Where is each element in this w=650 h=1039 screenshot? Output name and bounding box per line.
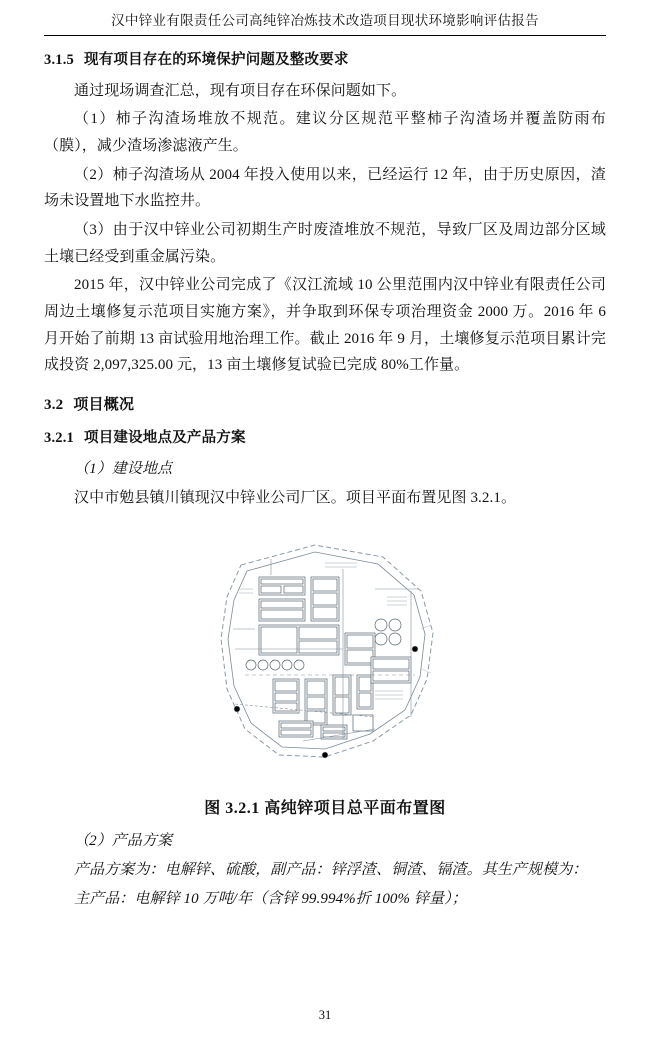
heading-3-2-number: 3.2 xyxy=(44,397,64,414)
heading-3-2-title: 项目概况 xyxy=(73,397,135,414)
paragraph-remediation: 2015 年，汉中锌业公司完成了《汉江流域 10 公里范围内汉中锌业有限责任公司周边土壤修复示范项目实施方案》，并争取到环保专项治理资金 2000 万。2016 年 6 月开始了前期 13 亩试验用地治理工作。截止 2016 年 9 月，土壤修复示范项目累计完成投资 2,097,325.00 元，13 亩土壤修复试验已完成 80%工作量。 xyxy=(44,277,606,374)
heading-3-2-1-title: 项目建设地点及产品方案 xyxy=(84,430,246,447)
heading-3-2-1 xyxy=(44,426,606,447)
heading-3-2 xyxy=(44,393,606,414)
heading-3-1-5 xyxy=(44,48,606,69)
paragraph-product-scheme: 产品方案为：电解锌、硫酸，副产品：锌浮渣、铜渣、镉渣。其生产规模为： xyxy=(74,862,588,879)
heading-3-1-5-number: 3.1.5 xyxy=(44,51,74,68)
paragraph-main-product: 主产品：电解锌 10 万吨/年（含锌 99.994%折 100% 锌量）； xyxy=(74,890,467,907)
site-layout-drawing xyxy=(175,529,475,781)
page-number: 31 xyxy=(318,1008,332,1022)
running-header: 汉中锌业有限责任公司高纯锌冶炼技术改造项目现状环境影响评估报告 xyxy=(111,13,539,28)
paragraph-issue-2: （2）柿子沟渣场从 2004 年投入使用以来，已经运行 12 年，由于历史原因，渣场未设置地下水监控井。 xyxy=(44,166,606,210)
paragraph-issue-3: （3）由于汉中锌业公司初期生产时废渣堆放不规范，导致厂区及周边部分区域土壤已经受到重金属污染。 xyxy=(44,221,606,265)
heading-3-1-5-title: 现有项目存在的环境保护问题及整改要求 xyxy=(84,51,349,68)
heading-3-2-1-number: 3.2.1 xyxy=(44,430,74,447)
header-divider xyxy=(44,35,606,36)
paragraph-intro: 通过现场调查汇总，现有项目存在环保问题如下。 xyxy=(74,82,407,99)
site-layout-plan xyxy=(175,529,475,781)
paragraph-product-label: （2）产品方案 xyxy=(74,833,173,850)
paragraph-location-label: （1）建设地点 xyxy=(74,461,173,478)
paragraph-location-text: 汉中市勉县镇川镇现汉中锌业公司厂区。项目平面布置见图 3.2.1。 xyxy=(74,489,517,506)
paragraph-issue-1: （1）柿子沟渣场堆放不规范。建议分区规范平整柿子沟渣场并覆盖防雨布（膜），减少渣场渗滤液产生。 xyxy=(44,111,606,154)
figure-container xyxy=(44,529,606,781)
figure-caption: 图 3.2.1 高纯锌项目总平面布置图 xyxy=(204,800,446,818)
